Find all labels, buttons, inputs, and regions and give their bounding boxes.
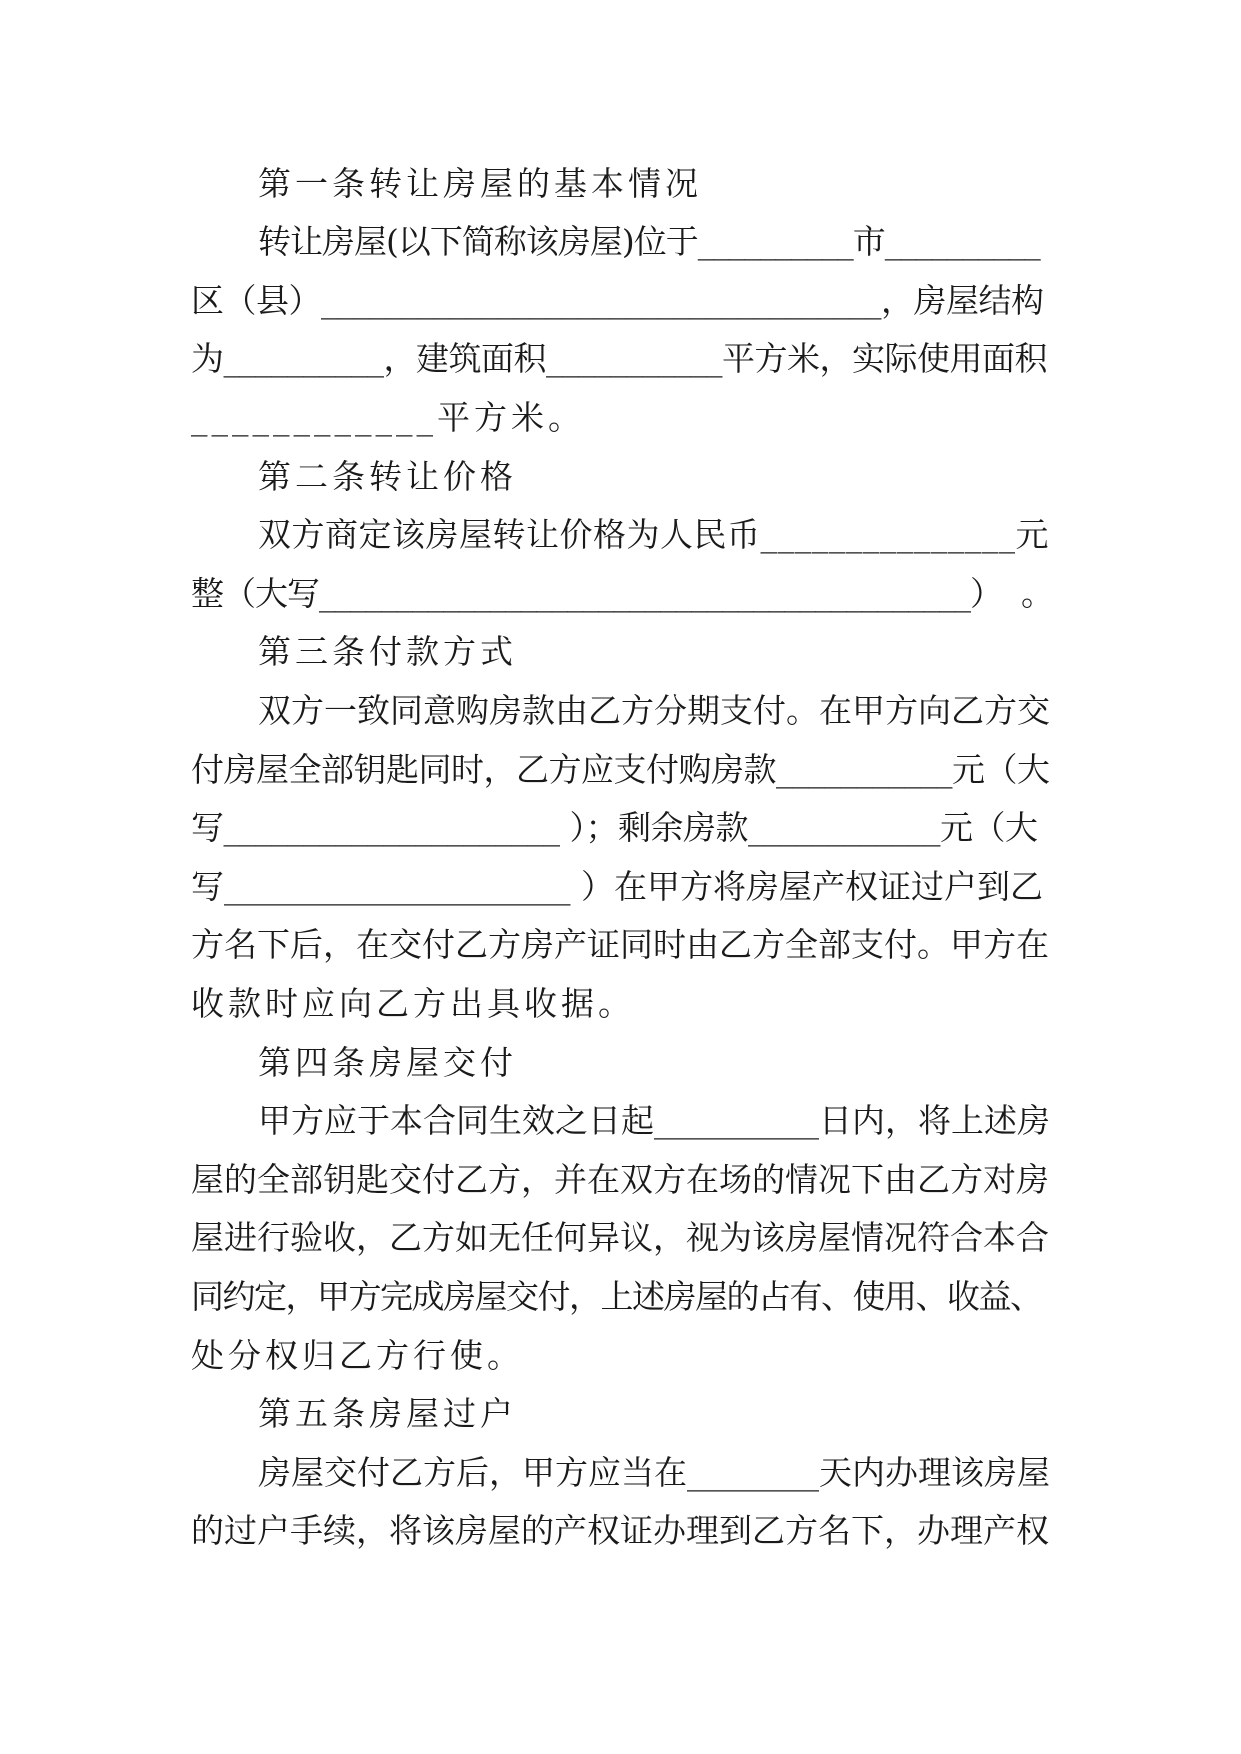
heading-article-1: 第一条转让房屋的基本情况 bbox=[258, 164, 702, 203]
paragraph-line: 整（大写__________________________________________） 。 bbox=[191, 574, 1053, 613]
heading-article-4: 第四条房屋交付 bbox=[258, 1043, 517, 1082]
paragraph-line: 处分权归乙方行使。 bbox=[191, 1336, 524, 1375]
heading-article-2: 第二条转让价格 bbox=[258, 457, 517, 496]
paragraph-line: 区（县）___________________________________，房屋结构 bbox=[191, 281, 1044, 320]
paragraph-line: 屋的全部钥匙交付乙方，并在双方在场的情况下由乙方对房 bbox=[191, 1160, 1049, 1199]
paragraph-line: 双方商定该房屋转让价格为人民币_______________元 bbox=[258, 515, 1049, 554]
paragraph-line: 付房屋全部钥匙同时，乙方应支付购房款___________元（大 bbox=[191, 750, 1050, 789]
heading-article-3: 第三条付款方式 bbox=[258, 632, 517, 671]
paragraph-line: 屋进行验收，乙方如无任何异议，视为该房屋情况符合本合 bbox=[191, 1218, 1049, 1257]
paragraph-line: 写_____________________ ）在甲方将房屋产权证过户到乙 bbox=[191, 867, 1043, 906]
paragraph-line: 收款时应向乙方出具收据。 bbox=[191, 984, 635, 1023]
paragraph-line: 的过户手续，将该房屋的产权证办理到乙方名下，办理产权 bbox=[191, 1511, 1049, 1550]
paragraph-line: ____________平方米。 bbox=[191, 398, 585, 437]
paragraph-line: 为__________，建筑面积___________平方米，实际使用面积 bbox=[191, 339, 1047, 378]
paragraph-line: 房屋交付乙方后，甲方应当在________天内办理该房屋 bbox=[258, 1453, 1050, 1492]
paragraph-line: 同约定，甲方完成房屋交付，上述房屋的占有、使用、收益、 bbox=[191, 1277, 1042, 1316]
paragraph-line: 转让房屋(以下简称该房屋)位于__________市__________ bbox=[258, 222, 1040, 261]
paragraph-line: 写_____________________ ）；剩余房款____________元（大 bbox=[191, 808, 1038, 847]
paragraph-line: 双方一致同意购房款由乙方分期支付。在甲方向乙方交 bbox=[258, 691, 1050, 730]
paragraph-line: 甲方应于本合同生效之日起__________日内，将上述房 bbox=[258, 1101, 1050, 1140]
heading-article-5: 第五条房屋过户 bbox=[258, 1394, 517, 1433]
paragraph-line: 方名下后，在交付乙方房产证同时由乙方全部支付。甲方在 bbox=[191, 925, 1049, 964]
